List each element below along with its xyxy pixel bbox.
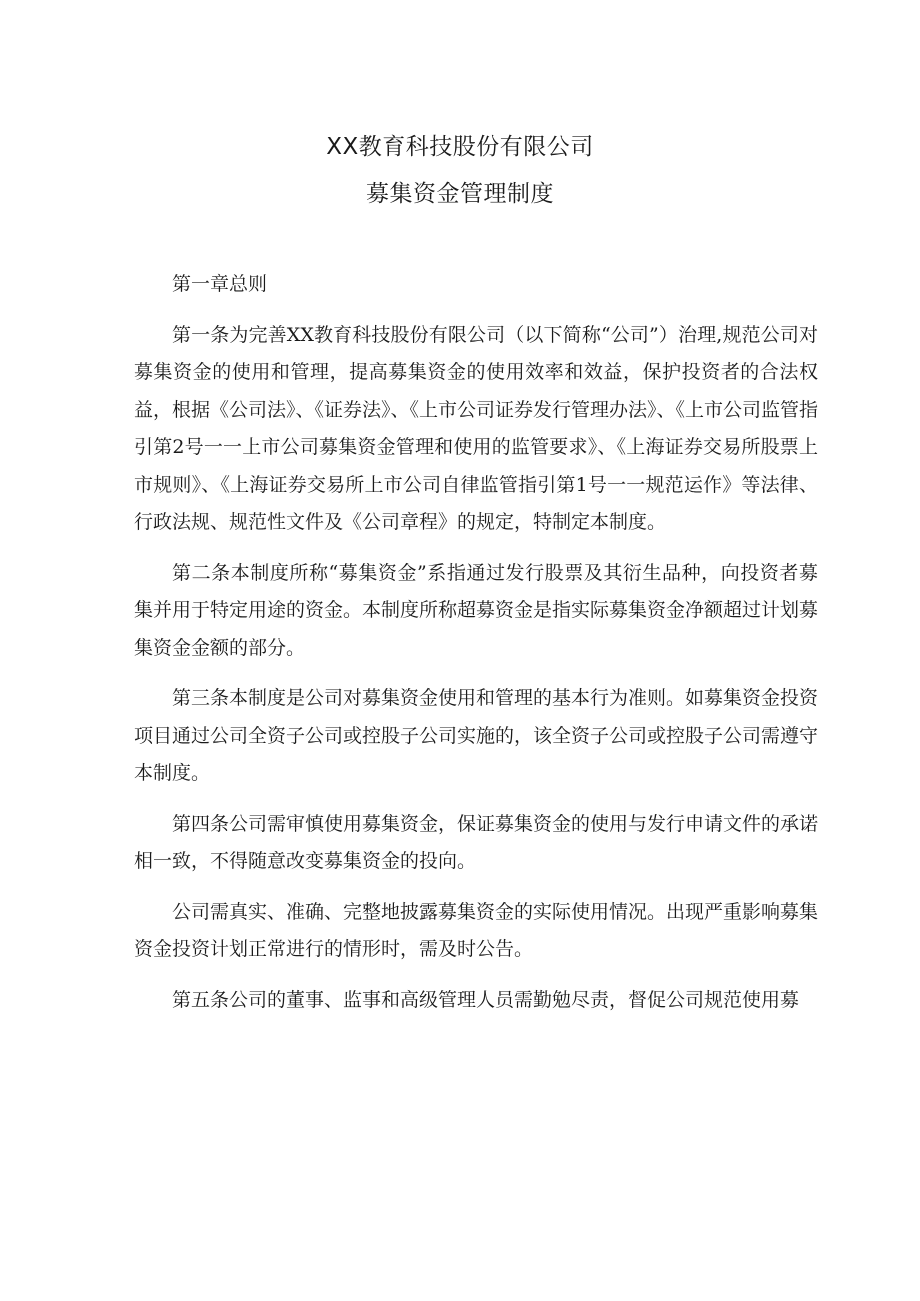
article-2-paragraph: 第二条本制度所称“募集资金”系指通过发行股票及其衍生品种，向投资者募集并用于特定用途的资金。本制度所称超募资金是指实际募集资金净额超过计划募集资金金额的部分。 — [134, 561, 819, 659]
document-body — [134, 266, 818, 1032]
article-4-continuation-paragraph: 公司需真实、准确、完整地披露募集资金的实际使用情况。出现严重影响募集资金投资计划正常进行的情形时，需及时公告。 — [134, 900, 819, 960]
document-title-company: XX教育科技股份有限公司 — [326, 134, 594, 160]
article-1-paragraph: 第一条为完善XX教育科技股份有限公司（以下简称“公司”）治理,规范公司对募集资金的使用和管理，提高募集资金的使用效率和效益，保护投资者的合法权益，根据《公司法》、《证券法》、《上市公司证券发行管理办法》、《上市公司监管指引第2号一一上市公司募集资金管理和使用的监管要求》、《上海证券交易所股票上市规则》、《上海证券交易所上市公司自律监管指引第1号一一规范运作》等法律、行政法规、规范性文件及《公司章程》的规定，特制定本制度。 — [134, 323, 819, 533]
article-4-paragraph: 第四条公司需审慎使用募集资金，保证募集资金的使用与发行申请文件的承诺相一致，不得随意改变募集资金的投向。 — [134, 812, 819, 872]
chapter-heading: 第一章总则 — [172, 273, 268, 295]
article-5-paragraph: 第五条公司的董事、监事和高级管理人员需勤勉尽责，督促公司规范使用募 — [172, 988, 800, 1011]
article-3-paragraph: 第三条本制度是公司对募集资金使用和管理的基本行为准则。如募集资金投资项目通过公司全资子公司或控股子公司实施的，该全资子公司或控股子公司需遵守本制度。 — [134, 687, 819, 784]
document-title-regulation: 募集资金管理制度 — [366, 181, 554, 207]
